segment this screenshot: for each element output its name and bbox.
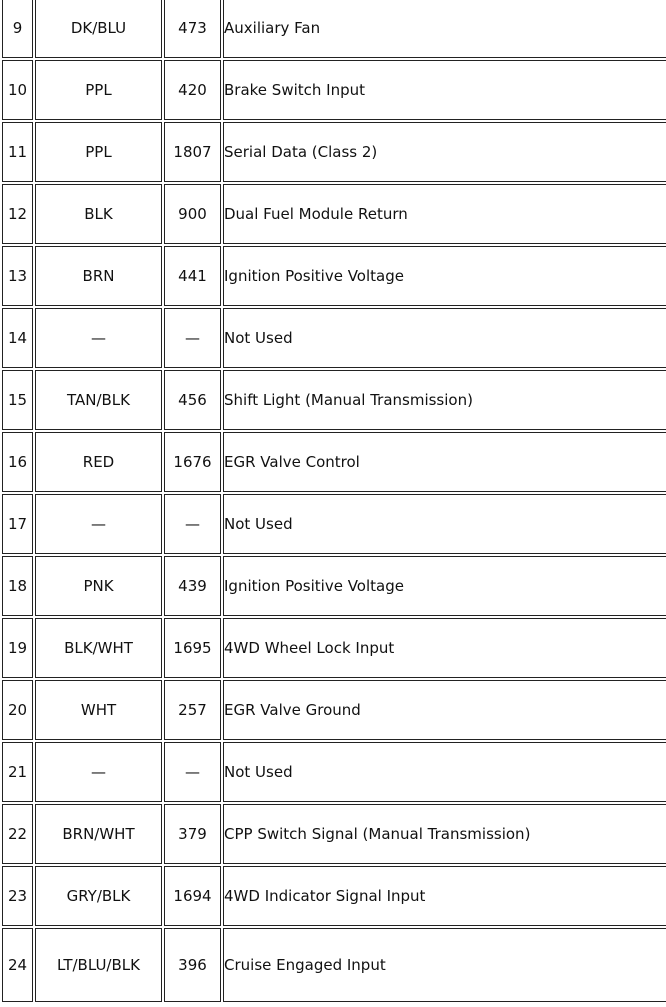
pin-number-cell: 14 bbox=[2, 308, 33, 368]
table-row bbox=[2, 494, 666, 554]
table-row bbox=[2, 0, 666, 58]
table-row bbox=[2, 432, 666, 492]
circuit-number-cell: — bbox=[164, 742, 221, 802]
function-cell: CPP Switch Signal (Manual Transmission) bbox=[223, 804, 666, 864]
circuit-number-cell: 1694 bbox=[164, 866, 221, 926]
circuit-number-cell: — bbox=[164, 308, 221, 368]
circuit-number-cell: 441 bbox=[164, 246, 221, 306]
pin-number-cell: 18 bbox=[2, 556, 33, 616]
wire-color-cell: TAN/BLK bbox=[35, 370, 162, 430]
function-cell: EGR Valve Control bbox=[223, 432, 666, 492]
circuit-number-cell: 456 bbox=[164, 370, 221, 430]
circuit-number-cell: 379 bbox=[164, 804, 221, 864]
function-cell: Ignition Positive Voltage bbox=[223, 556, 666, 616]
wire-color-cell: BLK/WHT bbox=[35, 618, 162, 678]
function-cell: Not Used bbox=[223, 494, 666, 554]
table-row bbox=[2, 742, 666, 802]
function-cell: EGR Valve Ground bbox=[223, 680, 666, 740]
pin-number-cell: 15 bbox=[2, 370, 33, 430]
circuit-number-cell: 420 bbox=[164, 60, 221, 120]
table-row bbox=[2, 680, 666, 740]
table-row bbox=[2, 804, 666, 864]
pin-number-cell: 13 bbox=[2, 246, 33, 306]
wire-color-cell: DK/BLU bbox=[35, 0, 162, 58]
circuit-number-cell: 257 bbox=[164, 680, 221, 740]
pin-number-cell: 10 bbox=[2, 60, 33, 120]
table-row bbox=[2, 122, 666, 182]
function-cell: Brake Switch Input bbox=[223, 60, 666, 120]
table-row bbox=[2, 556, 666, 616]
circuit-number-cell: 473 bbox=[164, 0, 221, 58]
table-row bbox=[2, 866, 666, 926]
pin-number-cell: 20 bbox=[2, 680, 33, 740]
pin-number-cell: 21 bbox=[2, 742, 33, 802]
wire-color-cell: PNK bbox=[35, 556, 162, 616]
function-cell: Not Used bbox=[223, 308, 666, 368]
table-body bbox=[2, 0, 666, 1002]
pin-number-cell: 12 bbox=[2, 184, 33, 244]
function-cell: Ignition Positive Voltage bbox=[223, 246, 666, 306]
wire-color-cell: BLK bbox=[35, 184, 162, 244]
table-row bbox=[2, 60, 666, 120]
pin-number-cell: 23 bbox=[2, 866, 33, 926]
wire-color-cell: GRY/BLK bbox=[35, 866, 162, 926]
wire-color-cell: — bbox=[35, 308, 162, 368]
pin-number-cell: 11 bbox=[2, 122, 33, 182]
pin-number-cell: 17 bbox=[2, 494, 33, 554]
pin-number-cell: 16 bbox=[2, 432, 33, 492]
table-row bbox=[2, 928, 666, 1002]
circuit-number-cell: — bbox=[164, 494, 221, 554]
function-cell: Dual Fuel Module Return bbox=[223, 184, 666, 244]
table-row bbox=[2, 184, 666, 244]
table-row bbox=[2, 308, 666, 368]
wire-color-cell: BRN/WHT bbox=[35, 804, 162, 864]
function-cell: 4WD Wheel Lock Input bbox=[223, 618, 666, 678]
wire-color-cell: — bbox=[35, 494, 162, 554]
wire-color-cell: PPL bbox=[35, 60, 162, 120]
table-row bbox=[2, 370, 666, 430]
pin-number-cell: 24 bbox=[2, 928, 33, 1002]
wire-color-cell: LT/BLU/BLK bbox=[35, 928, 162, 1002]
wire-color-cell: WHT bbox=[35, 680, 162, 740]
wire-color-cell: BRN bbox=[35, 246, 162, 306]
function-cell: Not Used bbox=[223, 742, 666, 802]
function-cell: Cruise Engaged Input bbox=[223, 928, 666, 1002]
circuit-number-cell: 900 bbox=[164, 184, 221, 244]
circuit-number-cell: 1676 bbox=[164, 432, 221, 492]
circuit-number-cell: 1695 bbox=[164, 618, 221, 678]
circuit-number-cell: 439 bbox=[164, 556, 221, 616]
function-cell: Serial Data (Class 2) bbox=[223, 122, 666, 182]
circuit-number-cell: 1807 bbox=[164, 122, 221, 182]
circuit-number-cell: 396 bbox=[164, 928, 221, 1002]
wire-color-cell: — bbox=[35, 742, 162, 802]
table-row bbox=[2, 246, 666, 306]
pin-number-cell: 22 bbox=[2, 804, 33, 864]
table-row bbox=[2, 618, 666, 678]
function-cell: 4WD Indicator Signal Input bbox=[223, 866, 666, 926]
function-cell: Auxiliary Fan bbox=[223, 0, 666, 58]
function-cell: Shift Light (Manual Transmission) bbox=[223, 370, 666, 430]
wire-color-cell: RED bbox=[35, 432, 162, 492]
wire-color-cell: PPL bbox=[35, 122, 162, 182]
pin-number-cell: 19 bbox=[2, 618, 33, 678]
pin-number-cell: 9 bbox=[2, 0, 33, 58]
